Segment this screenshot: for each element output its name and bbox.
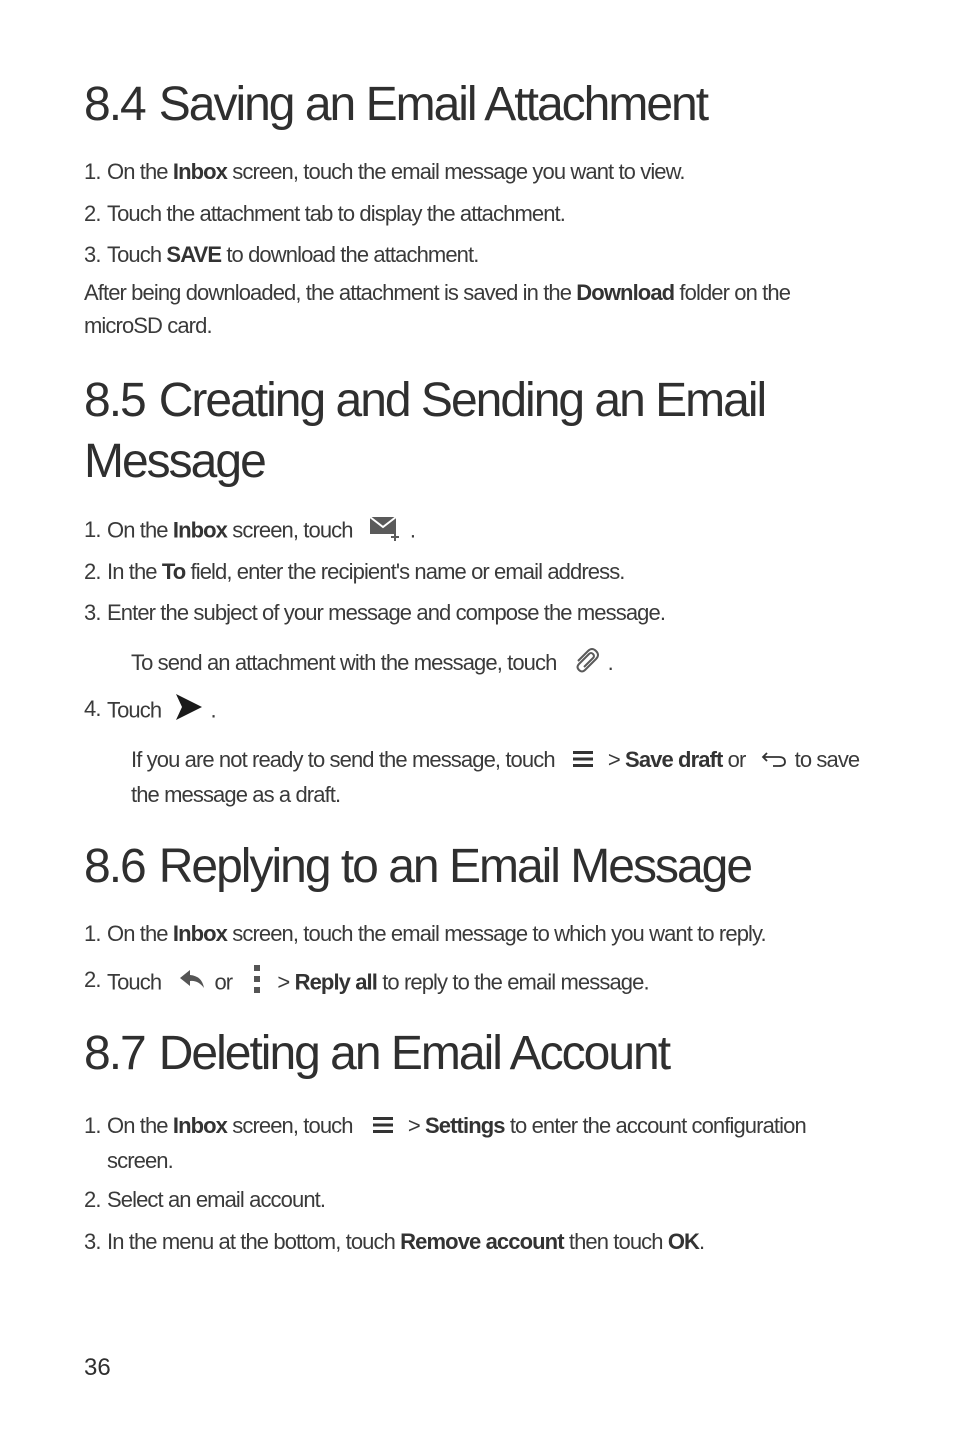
step-8-6-1: 1. On the Inbox screen, touch the email message to which you want to reply. [84, 921, 766, 946]
step-8-5-1: 1. On the Inbox screen, touch . [84, 513, 874, 550]
step-8-6-2: 2. Touch or > Reply all to reply to the email message. [84, 963, 874, 1004]
step-8-4-1: 1. On the Inbox screen, touch the email message you want to view. [84, 159, 685, 184]
section-heading-8-4: 8.4 Saving an Email Attachment [84, 78, 708, 131]
step-8-5-2: 2. In the To field, enter the recipient's name or email address. [84, 559, 625, 584]
step-8-7-1: 1. On the Inbox screen, touch > Settings to enter the account configuration screen. [84, 1109, 874, 1177]
step-8-7-3: 3. In the menu at the bottom, touch Remove account then touch OK. [84, 1229, 705, 1254]
attachment-tip: To send an attachment with the message, touch . [84, 646, 891, 682]
paperclip-icon [572, 647, 602, 682]
section-heading-8-5: 8.5 Creating and Sending an Email Message [84, 374, 766, 488]
page-number: 36 [84, 1354, 111, 1381]
more-vertical-icon [251, 963, 263, 1004]
step-8-5-3: 3. Enter the subject of your message and compose the message. [84, 600, 666, 625]
compose-email-icon [368, 513, 404, 550]
menu-icon [372, 1111, 394, 1144]
send-icon [174, 692, 204, 731]
back-arrow-icon [761, 745, 787, 778]
menu-icon [572, 745, 594, 778]
step-8-4-2: 2. Touch the attachment tab to display the attachment. [84, 201, 565, 226]
attachment-note: After being downloaded, the attachment is saved in the Download folder on the microSD card. [84, 280, 791, 338]
save-draft-tip: If you are not ready to send the message, touch > Save draft or to save the message as a draft. [84, 743, 874, 811]
step-8-5-4: 4. Touch . [84, 692, 874, 731]
reply-icon [178, 967, 206, 1000]
section-heading-8-6: 8.6 Replying to an Email Message [84, 840, 752, 893]
step-8-7-2: 2. Select an email account. [84, 1187, 326, 1212]
section-heading-8-7: 8.7 Deleting an Email Account [84, 1027, 670, 1080]
step-8-4-3: 3. Touch SAVE to download the attachment. [84, 242, 479, 267]
